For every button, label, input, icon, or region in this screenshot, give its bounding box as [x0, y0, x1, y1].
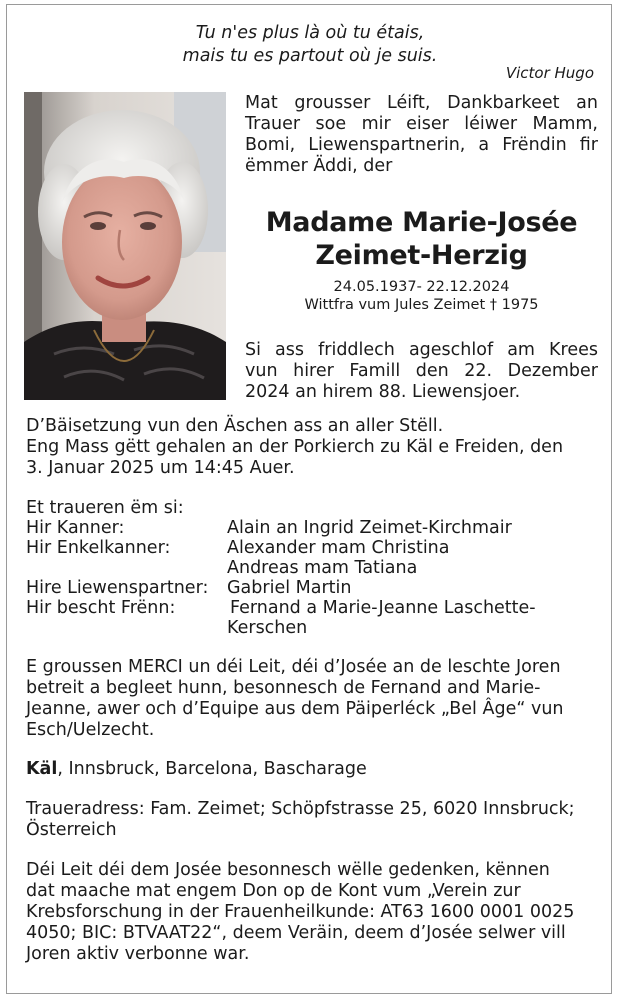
intro-line: ëmmer Äddi, der: [245, 156, 393, 176]
donation-paragraph: [26, 860, 596, 965]
funeral-line: 3. Januar 2025 um 14:45 Auer.: [26, 458, 295, 478]
mourner-value: Andreas mam Tatiana: [227, 558, 418, 578]
mourner-label: Hir bescht Frënn:: [26, 598, 176, 618]
thanks-line: E groussen MERCI un déi Leit, déi d’Josée an de leschte Joren: [26, 657, 561, 677]
mourners-heading: Et traueren ëm si:: [26, 498, 184, 518]
intro-line: Mat grousser Léift, Dankbarkeet an: [245, 93, 598, 113]
mourner-value: Fernand a Marie-Jeanne Laschette-: [230, 598, 536, 618]
funeral-line: D’Bäisetzung vun den Äschen ass an aller Stëll.: [26, 416, 444, 436]
thanks-line: betreit a begleet hunn, besonnesch de Fernand and Marie-: [26, 678, 541, 698]
mourner-value: Kerschen: [227, 618, 308, 638]
places-line: [26, 759, 596, 780]
mourner-row: [26, 598, 596, 618]
mourner-row: [26, 538, 596, 558]
places-bold: Käl: [26, 759, 58, 779]
quote-line: Tu n'es plus là où tu étais,: [195, 23, 425, 43]
life-dates: [245, 278, 598, 314]
thanks-paragraph: [26, 657, 596, 741]
mourner-row: [26, 558, 596, 578]
passing-line: 2024 an hirem 88. Liewensjoer.: [245, 382, 521, 402]
intro-line: Bomi, Liewenspartnerin, a Frëndin fir: [245, 135, 598, 155]
donation-line: 4050; BIC: BTVAAT22“, deem Veräin, deem d’Josée selwer vill: [26, 923, 566, 943]
places-rest: , Innsbruck, Barcelona, Bascharage: [57, 759, 367, 779]
donation-line: Krebsforschung in der Frauenheilkunde: AT63 1600 0001 0025: [26, 902, 575, 922]
intro-paragraph: [245, 93, 598, 177]
mourner-label: Hir Enkelkanner:: [26, 538, 171, 558]
donation-line: Déi Leit déi dem Josée besonnesch wëlle gedenken, kënnen: [26, 860, 550, 880]
mourner-row: [26, 618, 596, 638]
name-line: Madame Marie-Josée: [265, 207, 578, 238]
passing-paragraph: [245, 340, 598, 403]
address-line: Traueradress: Fam. Zeimet; Schöpfstrasse 25, 6020 Innsbruck;: [26, 799, 575, 819]
name-line: Zeimet-Herzig: [315, 240, 528, 271]
widow-note: Wittfra vum Jules Zeimet † 1975: [304, 297, 539, 313]
epigraph-quote: [0, 22, 620, 68]
mourner-row: [26, 578, 596, 598]
portrait-photo: [24, 92, 226, 400]
mourners-heading-row: [26, 498, 596, 518]
funeral-paragraph: [26, 416, 596, 479]
deceased-name: [245, 206, 598, 272]
funeral-line: Eng Mass gëtt gehalen an der Porkierch zu Käl e Freiden, den: [26, 437, 564, 457]
address-line: Österreich: [26, 820, 117, 840]
birth-death-dates: 24.05.1937- 22.12.2024: [333, 279, 510, 295]
thanks-line: Jeanne, awer och d’Equipe aus dem Päiperléck „Bel Âge“ vun: [26, 699, 564, 719]
mourners-list: [26, 498, 596, 638]
quote-author: Victor Hugo: [505, 64, 594, 82]
mourner-label: Hir Kanner:: [26, 518, 125, 538]
passing-line: Si ass friddlech ageschlof am Krees: [245, 340, 598, 360]
donation-line: Joren aktiv verbonne war.: [26, 944, 250, 964]
mourner-value: Alexander mam Christina: [227, 538, 450, 558]
mourner-label: Hire Liewenspartner:: [26, 578, 209, 598]
passing-line: vun hirer Famill den 22. Dezember: [245, 361, 598, 381]
donation-line: dat maache mat engem Don op de Kont vum „Verein zur: [26, 881, 521, 901]
mourner-value: Alain an Ingrid Zeimet-Kirchmair: [227, 518, 512, 538]
thanks-line: Esch/Uelzecht.: [26, 720, 155, 740]
intro-line: Trauer soe mir eiser léiwer Mamm,: [245, 114, 598, 134]
address-paragraph: [26, 799, 596, 841]
mourner-row: [26, 518, 596, 538]
quote-line: mais tu es partout où je suis.: [182, 46, 438, 66]
mourner-value: Gabriel Martin: [227, 578, 352, 598]
